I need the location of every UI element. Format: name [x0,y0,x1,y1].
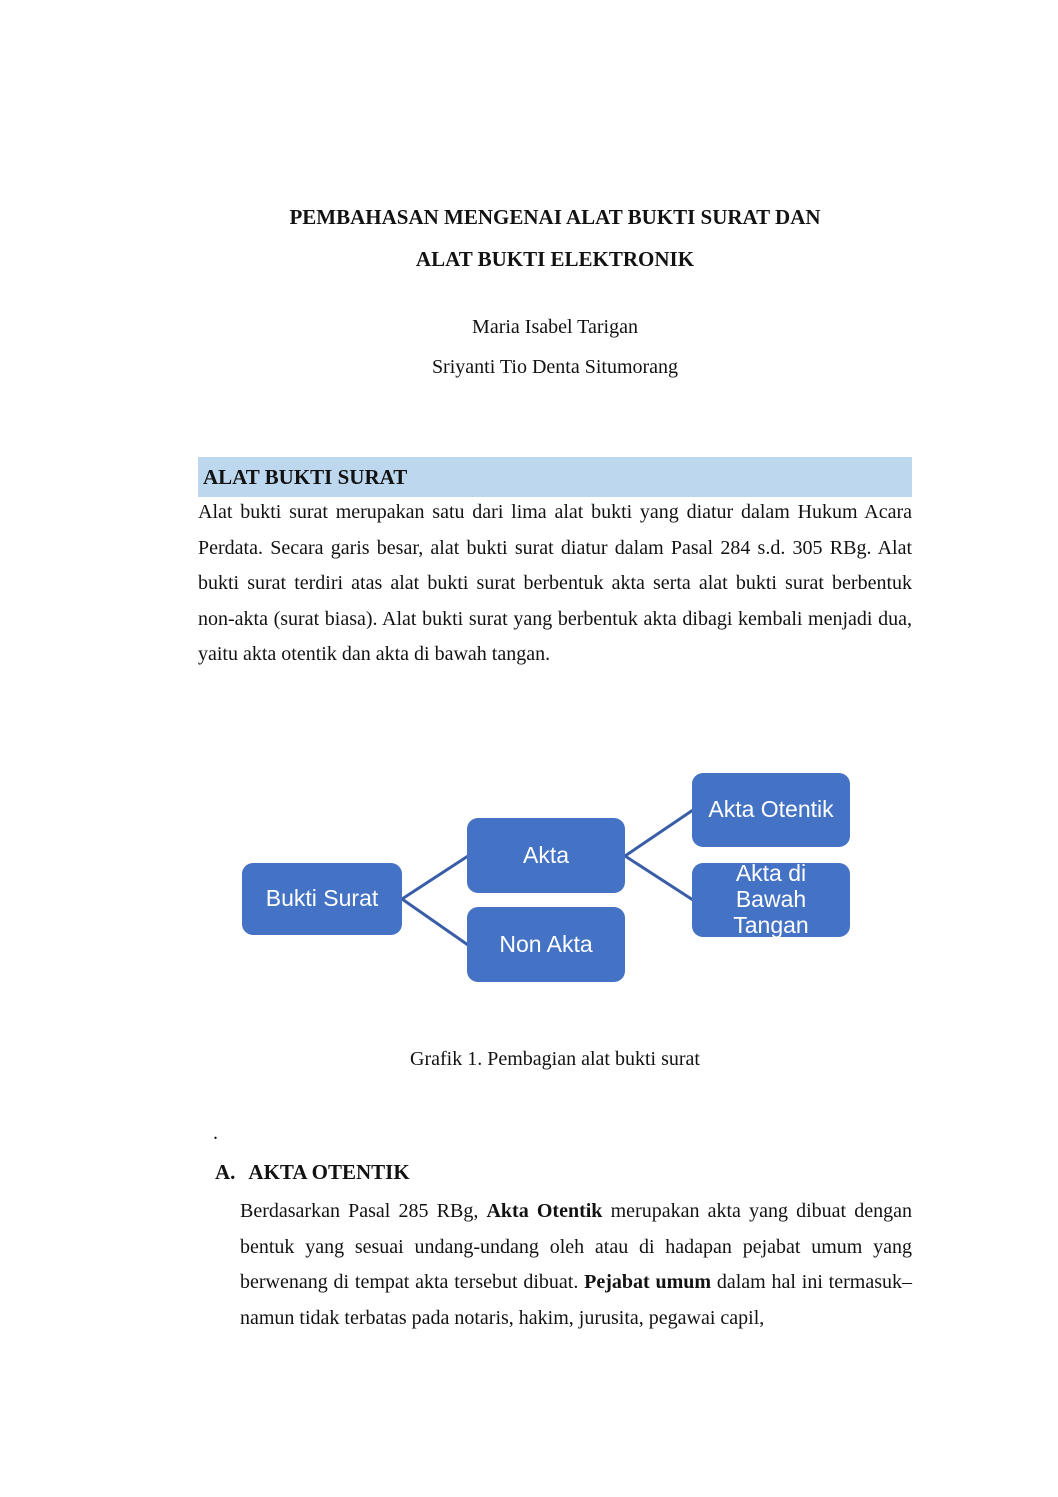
section-heading-alat-bukti-surat: ALAT BUKTI SURAT [198,457,912,497]
diagram-node-non-akta: Non Akta [467,907,625,982]
author-block [198,307,912,387]
connector-root-non-akta [402,899,468,945]
diagram-node-akta-otentik: Akta Otentik [692,773,850,847]
connector-root-akta [402,856,468,899]
list-marker: A. [215,1160,236,1184]
diagram-node-akta-di-bawah-tangan: Akta di Bawah Tangan [692,863,850,937]
bold-term-akta-otentik: Akta Otentik [486,1200,603,1222]
section-heading-akta-otentik [215,1160,410,1185]
page-title-line2: ALAT BUKTI ELEKTRONIK [415,247,695,271]
bold-term-pejabat-umum: Pejabat umum [584,1271,712,1294]
figure-caption: Grafik 1. Pembagian alat bukti surat [410,1048,700,1070]
body-paragraph-akta-otentik [240,1194,912,1336]
author-name: Sriyanti Tio Denta Situmorang [431,356,679,378]
page-title-line1: PEMBAHASAN MENGENAI ALAT BUKTI SURAT DAN [289,205,821,229]
paragraph-segment: dalam hal ini termasuk–namun tidak terbatas pada notaris, hakim, jurusita, pegawai capil, [240,1271,912,1329]
connector-akta-bawah [625,856,693,900]
paragraph-segment: merupakan akta yang dibuat dengan bentuk yang sesuai undang-undang oleh atau di hadapan pejabat umum yang berwenang di tempat akta tersebut dibuat. [240,1200,912,1294]
author-name: Maria Isabel Tarigan [472,316,638,338]
paragraph-segment: Berdasarkan Pasal 285 RBg, [240,1200,487,1222]
diagram-node-akta: Akta [467,818,625,893]
page-title [198,196,912,280]
diagram-node-bukti-surat: Bukti Surat [242,863,402,935]
connector-akta-otentik [625,810,693,856]
diagram-pembagian-alat-bukti-surat [198,770,912,985]
stray-period: . [213,1122,218,1144]
section-heading-text: AKTA OTENTIK [248,1160,410,1184]
body-paragraph-alat-bukti-surat: Alat bukti surat merupakan satu dari lima alat bukti yang diatur dalam Hukum Acara Perdata. Secara garis besar, alat bukti surat diatur dalam Pasal 284 s.d. 305 RBg. Alat bukti surat terdiri atas alat bukti surat berbentuk akta serta alat bukti surat berbentuk non-akta (surat biasa). Alat bukti surat yang berbentuk akta dibagi kembali menjadi dua, yaitu akta otentik dan akta di bawah tangan. [198,501,912,666]
